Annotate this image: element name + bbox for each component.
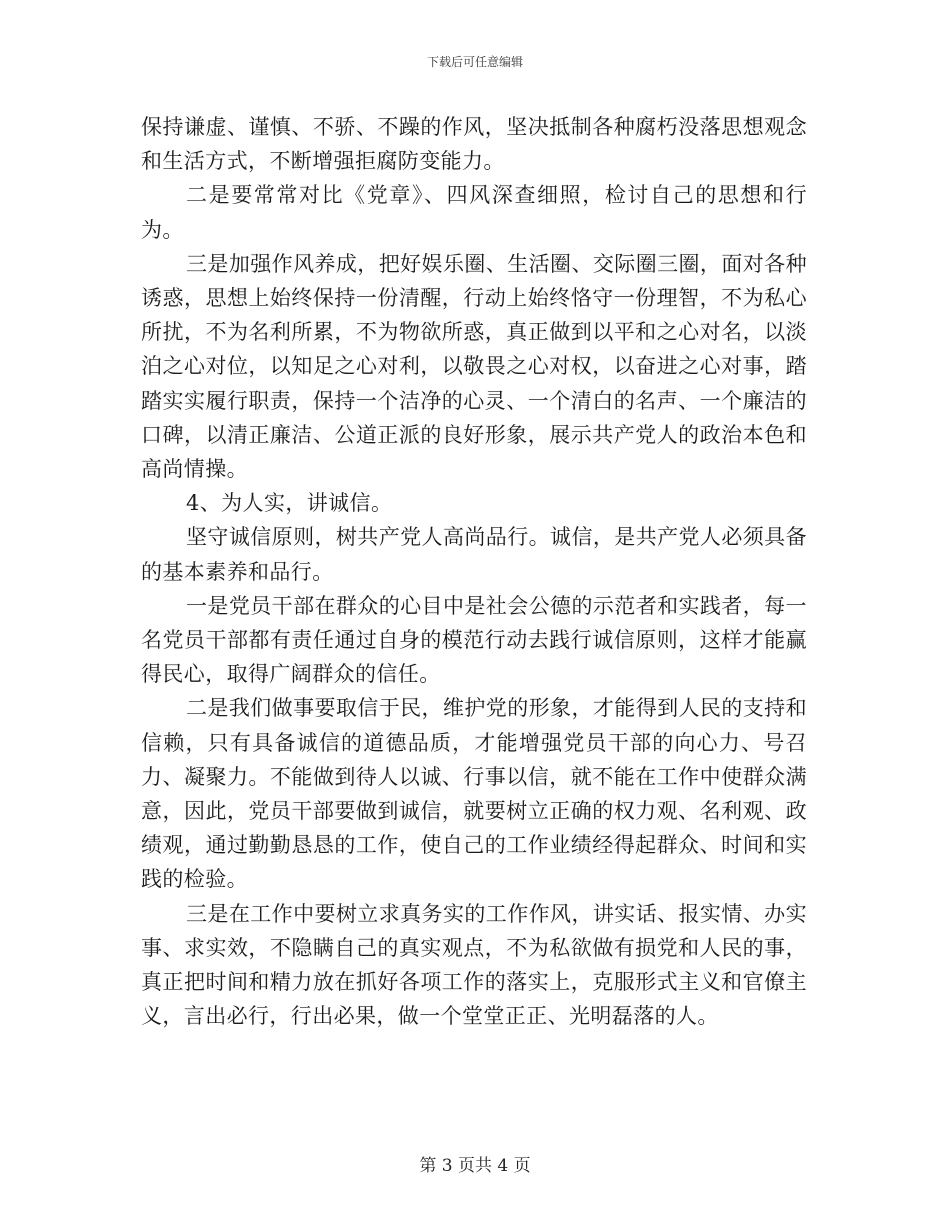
paragraph: 二是我们做事要取信于民，维护党的形象，才能得到人民的支持和信赖，只有具备诚信的道德品质，才能增强党员干部的向心力、号召力、凝聚力。不能做到待人以诚、行事以信，就不能在工作中使群众满意，因此，党员干部要做到诚信，就要树立正确的权力观、名利观、政绩观，通过勤勤恳恳的工作，使自己的工作业绩经得起群众、时间和实践的检验。 bbox=[141, 696, 807, 892]
paragraph: 一是党员干部在群众的心目中是社会公德的示范者和实践者，每一名党员干部都有责任通过自身的模范行动去践行诚信原则，这样才能赢得民心，取得广阔群众的信任。 bbox=[141, 593, 807, 687]
paragraph: 三是加强作风养成，把好娱乐圈、生活圈、交际圈三圈，面对各种诱惑，思想上始终保持一份清醒，行动上始终恪守一份理智，不为私心所扰，不为名利所累，不为物欲所惑，真正做到以平和之心对名，以淡泊之心对位，以知足之心对利，以敬畏之心对权，以奋进之心对事，踏踏实实履行职责，保持一个洁净的心灵、一个清白的名声、一个廉洁的口碑，以清正廉洁、公道正派的良好形象，展示共产党人的政治本色和高尚情操。 bbox=[141, 251, 807, 482]
paragraph: 三是在工作中要树立求真务实的工作作风，讲实话、报实情、办实事、求实效，不隐瞒自己的真实观点，不为私欲做有损党和人民的事，真正把时间和精力放在抓好各项工作的落实上，克服形式主义和官僚主义，言出必行，行出必果，做一个堂堂正正、光明磊落的人。 bbox=[141, 901, 807, 1029]
document-body bbox=[141, 110, 807, 1033]
page-footer: 第 3 页共 4 页 bbox=[419, 1156, 531, 1176]
paragraph: 坚守诚信原则，树共产党人高尚品行。诚信，是共产党人必须具备的基本素养和品行。 bbox=[141, 525, 807, 584]
paragraph: 二是要常常对比《党章》、四风深查细照，检讨自己的思想和行为。 bbox=[141, 183, 807, 242]
paragraph: 保持谦虚、谨慎、不骄、不躁的作风，坚决抵制各种腐朽没落思想观念和生活方式，不断增强拒腐防变能力。 bbox=[141, 115, 807, 174]
section-heading: 4、为人实，讲诚信。 bbox=[186, 491, 393, 516]
page-header: 下载后可任意编辑 bbox=[426, 55, 523, 69]
